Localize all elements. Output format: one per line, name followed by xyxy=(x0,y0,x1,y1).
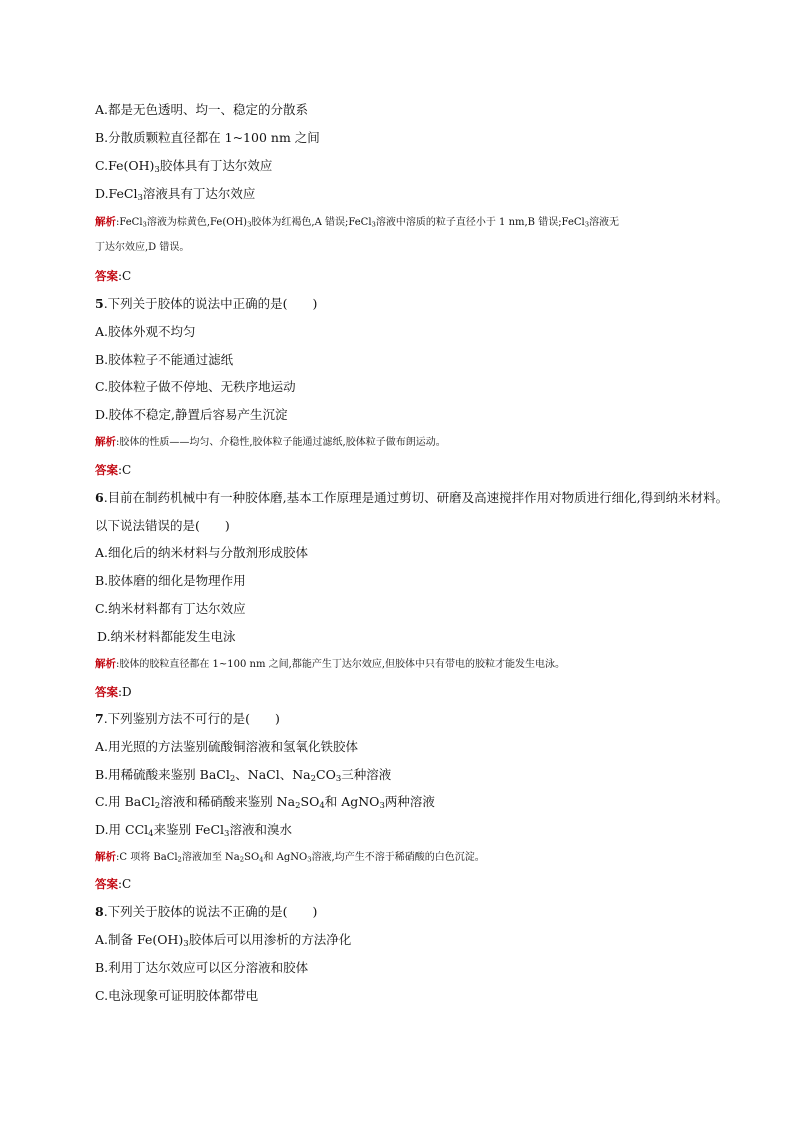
text-run: 以下说法错误的是( ) xyxy=(95,518,230,533)
answer-line xyxy=(95,876,131,892)
option-line xyxy=(95,960,308,976)
text-run: 溶液和稀硝酸来鉴别 Na xyxy=(160,794,296,809)
text-run: 来鉴别 FeCl xyxy=(153,822,225,837)
answer-label: 答案 xyxy=(95,463,118,477)
subscript: 4 xyxy=(259,855,264,864)
text-run: 丁达尔效应,D 错误。 xyxy=(95,242,190,253)
subscript: 3 xyxy=(584,220,590,229)
subscript: 2 xyxy=(239,855,245,864)
option-line xyxy=(95,794,435,814)
text-run: 和 AgNO xyxy=(263,852,308,863)
question-line xyxy=(95,711,280,727)
subscript: 2 xyxy=(295,801,301,812)
text-run: 溶液,均产生不溶于稀硝酸的白色沉淀。 xyxy=(311,852,485,863)
question-line xyxy=(95,904,317,920)
text-run: A.制备 Fe(OH) xyxy=(95,932,184,947)
question-line xyxy=(95,518,230,534)
text-run: :C xyxy=(118,269,132,283)
explanation-line xyxy=(95,240,189,256)
text-run: C.纳米材料都有丁达尔效应 xyxy=(95,601,246,616)
answer-line xyxy=(95,462,131,478)
text-run: :胶体的胶粒直径都在 1~100 nm 之间,都能产生丁达尔效应,但胶体中只有带电的胶粒才能发生电泳。 xyxy=(116,659,566,670)
text-run: B.胶体粒子不能通过滤纸 xyxy=(95,352,234,367)
text-run: 溶液中溶质的粒子直径小于 1 nm,B 错误;FeCl xyxy=(375,217,585,228)
text-run: A.用光照的方法鉴别硫酸铜溶液和氢氧化铁胶体 xyxy=(95,739,359,754)
text-run: B.胶体磨的细化是物理作用 xyxy=(95,573,246,588)
text-run: A.胶体外观不均匀 xyxy=(95,324,196,339)
text-run: :胶体的性质——均匀、介稳性,胶体粒子能通过滤纸,胶体粒子做布朗运动。 xyxy=(116,437,446,448)
option-line xyxy=(95,379,296,395)
text-run: 胶体具有丁达尔效应 xyxy=(159,158,273,173)
explanation-label: 解析 xyxy=(95,436,116,448)
option-line xyxy=(95,988,258,1004)
text-run: .下列鉴别方法不可行的是( ) xyxy=(103,711,280,726)
option-line xyxy=(95,739,358,755)
text-run: :D xyxy=(118,685,132,699)
text-run: C.Fe(OH) xyxy=(95,158,155,173)
text-run: 溶液无 xyxy=(589,217,620,228)
option-line xyxy=(95,767,391,787)
option-line xyxy=(95,932,351,952)
option-line xyxy=(95,822,292,842)
subscript: 3 xyxy=(371,220,376,229)
text-run: 溶液为棕黄色,Fe(OH) xyxy=(146,217,248,228)
subscript: 3 xyxy=(154,165,160,176)
option-line xyxy=(95,324,196,340)
subscript: 2 xyxy=(229,774,236,785)
answer-line xyxy=(95,684,132,700)
subscript: 2 xyxy=(177,855,182,864)
option-line xyxy=(95,601,246,617)
text-run: SO xyxy=(300,794,320,809)
subscript: 2 xyxy=(310,774,317,785)
text-run: SO xyxy=(244,852,260,863)
text-run: CO xyxy=(316,767,336,782)
text-run: 溶液加至 Na xyxy=(181,852,240,863)
answer-line xyxy=(95,268,131,284)
text-run: A.都是无色透明、均一、稳定的分散系 xyxy=(95,102,309,117)
text-run: C.用 BaCl xyxy=(95,794,155,809)
subscript: 3 xyxy=(335,774,342,785)
subscript: 4 xyxy=(148,829,154,840)
text-run: D.纳米材料都能发生电泳 xyxy=(97,629,236,644)
question-number: 8 xyxy=(95,904,104,919)
text-run: 溶液和溴水 xyxy=(229,822,292,837)
answer-label: 答案 xyxy=(95,685,118,699)
text-run: D.FeCl xyxy=(95,186,138,201)
question-number: 7 xyxy=(95,711,104,726)
text-run: .下列关于胶体的说法中正确的是( ) xyxy=(103,296,318,311)
explanation-line xyxy=(95,656,565,673)
option-line xyxy=(95,130,320,146)
text-run: 溶液具有丁达尔效应 xyxy=(142,186,256,201)
text-run: :C xyxy=(118,463,132,477)
explanation-label: 解析 xyxy=(95,851,116,863)
text-run: .下列关于胶体的说法不正确的是( ) xyxy=(103,904,318,919)
subscript: 3 xyxy=(137,193,143,204)
option-line xyxy=(97,629,236,645)
question-number: 5 xyxy=(95,296,104,311)
text-run: :C xyxy=(118,877,132,891)
option-line xyxy=(95,158,272,178)
text-run: B.分散质颗粒直径都在 1~100 nm 之间 xyxy=(95,130,320,145)
option-line xyxy=(95,545,308,561)
subscript: 3 xyxy=(142,220,147,229)
subscript: 4 xyxy=(319,801,325,812)
subscript: 3 xyxy=(379,801,385,812)
subscript: 3 xyxy=(183,939,189,950)
question-line xyxy=(95,490,728,506)
option-line xyxy=(95,186,255,206)
option-line xyxy=(95,102,308,118)
answer-label: 答案 xyxy=(95,269,118,283)
question-number: 6 xyxy=(95,490,104,505)
subscript: 3 xyxy=(307,855,312,864)
question-line xyxy=(95,296,317,312)
option-line xyxy=(95,407,288,423)
explanation-label: 解析 xyxy=(95,658,116,670)
text-run: B.利用丁达尔效应可以区分溶液和胶体 xyxy=(95,960,309,975)
explanation-line xyxy=(95,849,485,868)
text-run: 两种溶液 xyxy=(384,794,435,809)
subscript: 2 xyxy=(154,801,161,812)
subscript: 3 xyxy=(247,220,252,229)
subscript: 3 xyxy=(224,829,230,840)
text-run: 、NaCl、Na xyxy=(235,767,311,782)
text-run: A.细化后的纳米材料与分散剂形成胶体 xyxy=(95,545,309,560)
text-run: C.胶体粒子做不停地、无秩序地运动 xyxy=(95,379,296,394)
text-run: :FeCl xyxy=(116,217,143,228)
text-run: 胶体为红褐色,A 错误;FeCl xyxy=(251,217,372,228)
text-run: C.电泳现象可证明胶体都带电 xyxy=(95,988,259,1003)
text-run: D.用 CCl xyxy=(95,822,149,837)
text-run: B.用稀硫酸来鉴别 BaCl xyxy=(95,767,230,782)
explanation-line xyxy=(95,434,446,451)
text-run: .目前在制药机械中有一种胶体磨,基本工作原理是通过剪切、研磨及高速搅拌作用对物质进行细化,得到纳米材料。 xyxy=(103,490,729,505)
explanation-label: 解析 xyxy=(95,216,116,228)
text-run: 和 AgNO xyxy=(324,794,380,809)
option-line xyxy=(95,352,233,368)
text-run: D.胶体不稳定,静置后容易产生沉淀 xyxy=(95,407,288,422)
text-run: 三种溶液 xyxy=(341,767,392,782)
answer-label: 答案 xyxy=(95,877,118,891)
text-run: :C 项将 BaCl xyxy=(116,852,178,863)
text-run: 胶体后可以用渗析的方法净化 xyxy=(188,932,352,947)
option-line xyxy=(95,573,246,589)
explanation-line xyxy=(95,214,619,233)
